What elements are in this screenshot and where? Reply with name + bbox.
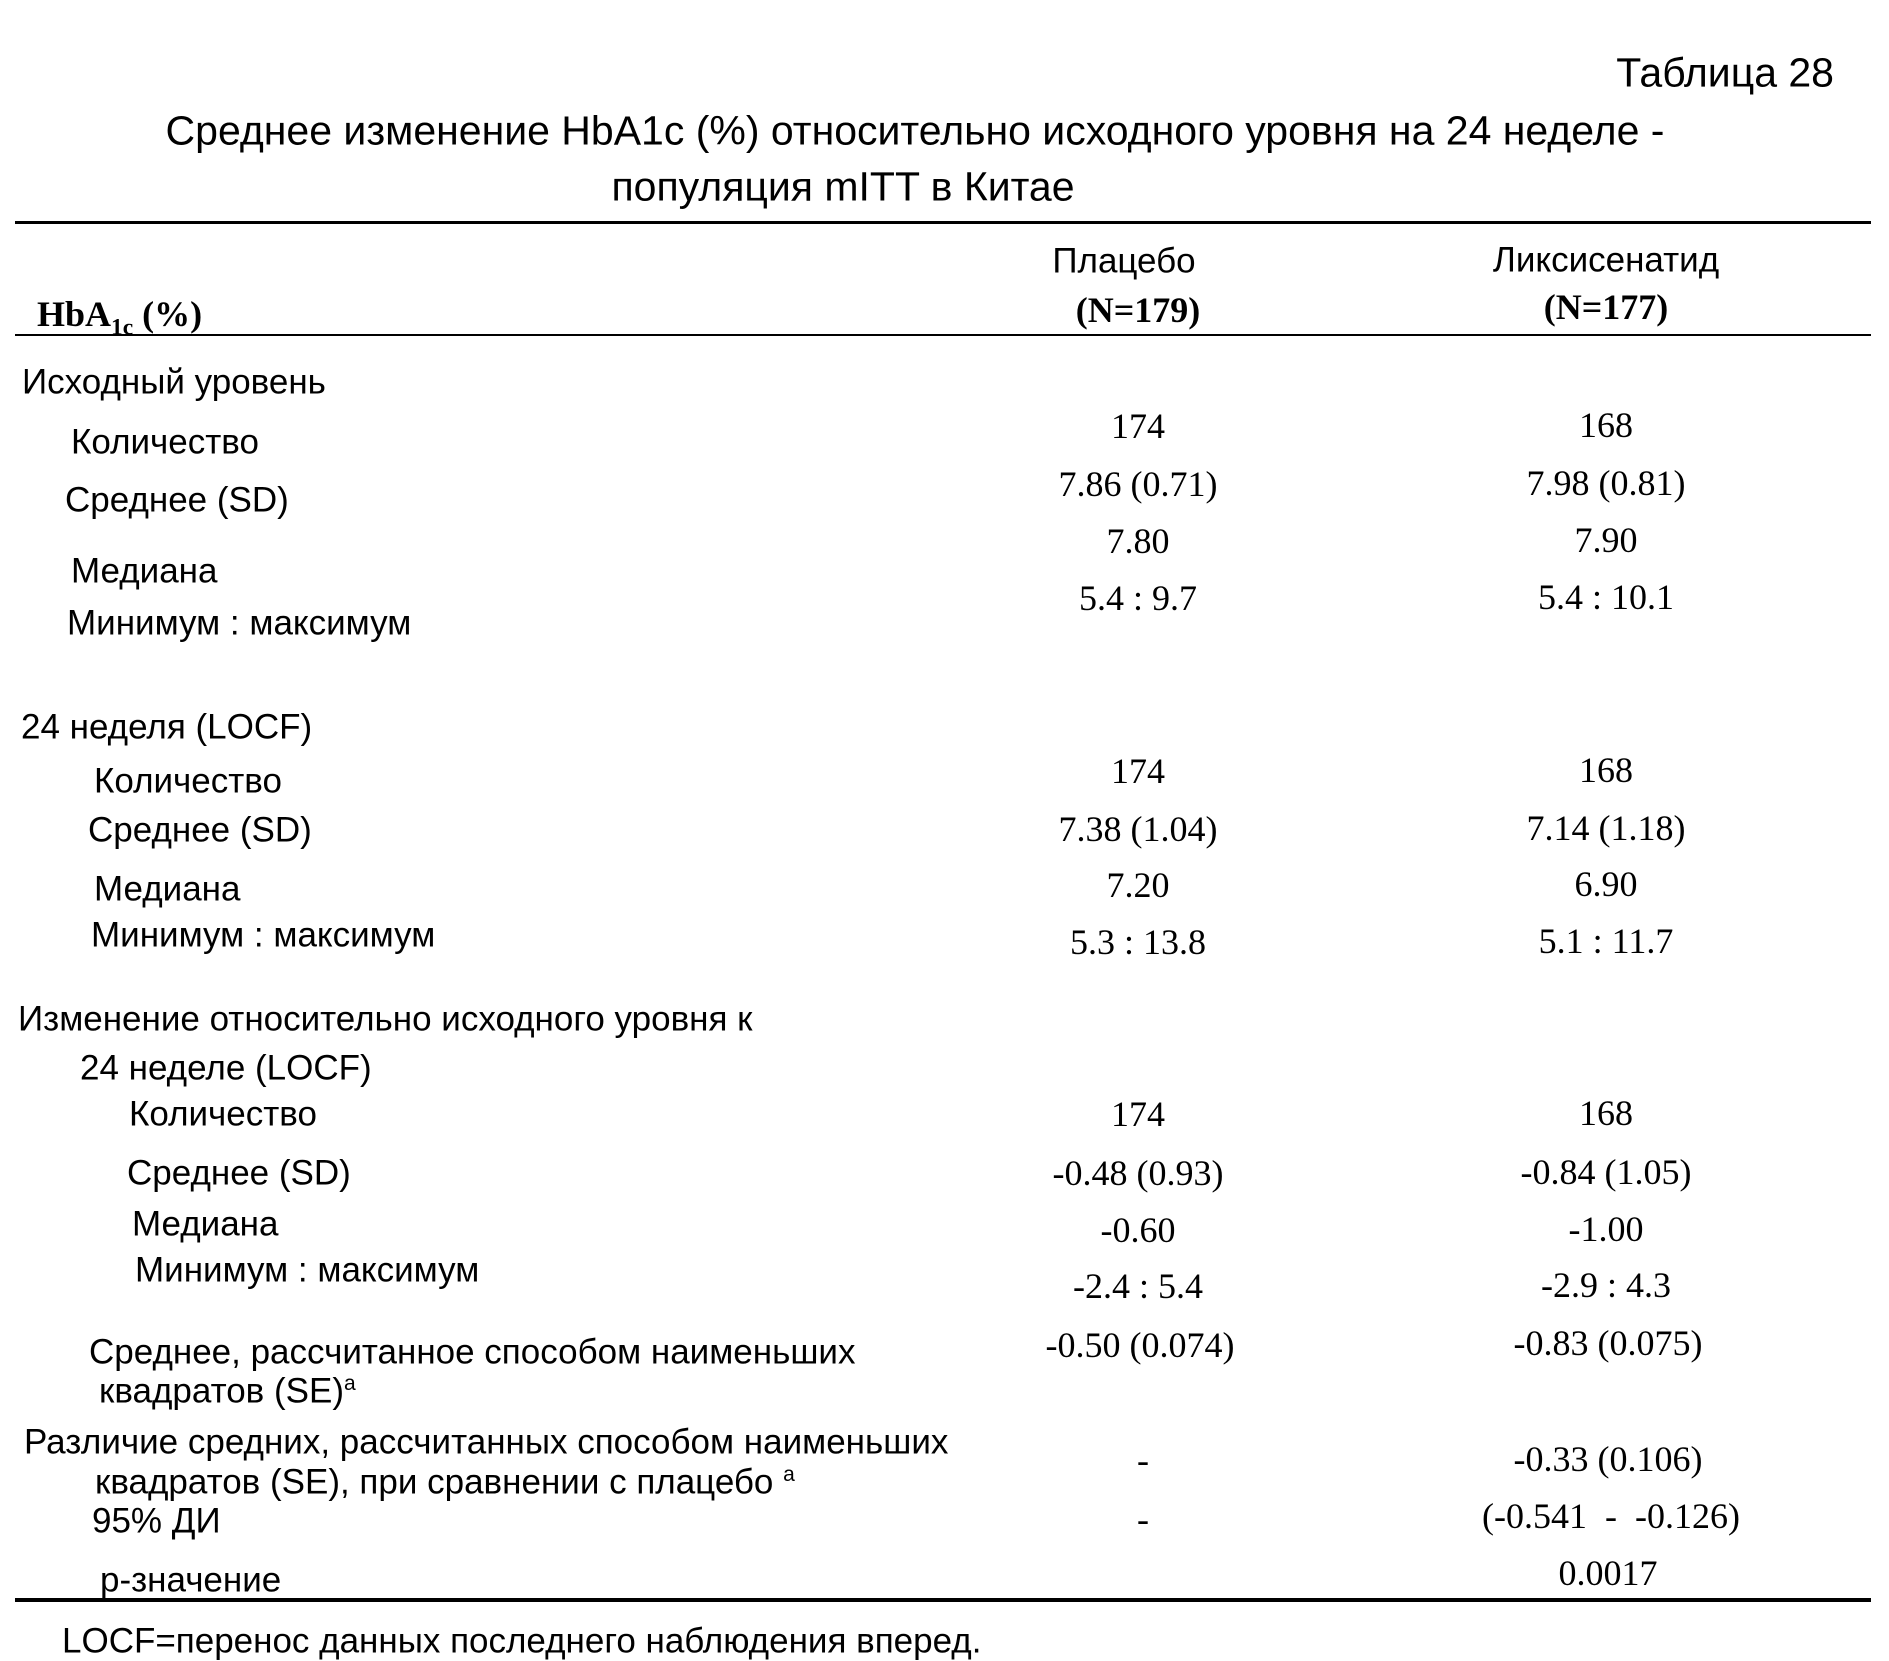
cell-lixi: 7.98 (0.81) <box>1527 465 1686 501</box>
section-title-baseline: Исходный уровень <box>22 365 326 400</box>
cell-placebo: 5.4 : 9.7 <box>1079 580 1197 616</box>
header-placebo: Плацебо <box>1052 244 1195 279</box>
table-title-line2: популяция mITT в Китае <box>611 167 1074 208</box>
cell-placebo: 174 <box>1111 1096 1165 1132</box>
row-label-ls-diff: Различие средних, рассчитанных способом наименьших <box>24 1425 948 1460</box>
header-lixisenatide-n: (N=177) <box>1544 289 1669 325</box>
section-title-change-line2: 24 неделе (LOCF) <box>80 1051 372 1086</box>
cell-lixi: 168 <box>1579 407 1633 443</box>
header-row-label: HbA1c (%) <box>37 296 202 340</box>
row-label: Медиана <box>94 872 240 907</box>
table-title-line1: Среднее изменение HbA1c (%) относительно исходного уровня на 24 неделе - <box>166 111 1665 152</box>
row-label-ls-diff-line2: квадратов (SE), при сравнении с плацебо a <box>95 1465 795 1500</box>
cell-placebo: 7.38 (1.04) <box>1059 811 1218 847</box>
row-label-p: р-значение <box>100 1563 281 1598</box>
header-lixisenatide: Ликсисенатид <box>1493 243 1719 278</box>
cell-lixi: 168 <box>1579 752 1633 788</box>
cell-placebo: 7.80 <box>1107 523 1170 559</box>
cell-placebo: 5.3 : 13.8 <box>1070 924 1206 960</box>
cell-lixi: -1.00 <box>1569 1211 1644 1247</box>
cell-placebo: 7.86 (0.71) <box>1059 466 1218 502</box>
cell-lixi: (-0.541 - -0.126) <box>1482 1498 1740 1534</box>
cell-placebo: -2.4 : 5.4 <box>1073 1268 1203 1304</box>
row-label: Медиана <box>132 1207 278 1242</box>
row-label-ci: 95% ДИ <box>92 1504 221 1539</box>
header-rule <box>15 334 1871 336</box>
cell-placebo: 174 <box>1111 753 1165 789</box>
section-title-change: Изменение относительно исходного уровня к <box>18 1002 753 1037</box>
cell-lixi: 5.1 : 11.7 <box>1539 923 1674 959</box>
cell-placebo: -0.50 (0.074) <box>1046 1327 1235 1363</box>
cell-placebo: 7.20 <box>1107 867 1170 903</box>
cell-placebo: - <box>1137 1501 1149 1537</box>
row-label-ls-mean: Среднее, рассчитанное способом наименьших <box>89 1335 855 1370</box>
top-rule <box>15 221 1871 224</box>
cell-placebo: - <box>1137 1442 1149 1478</box>
cell-placebo: 174 <box>1111 408 1165 444</box>
row-label: Среднее (SD) <box>65 483 289 518</box>
bottom-rule <box>15 1598 1871 1602</box>
cell-lixi: 6.90 <box>1575 866 1638 902</box>
cell-lixi: 0.0017 <box>1559 1555 1658 1591</box>
cell-lixi: 5.4 : 10.1 <box>1538 579 1674 615</box>
row-label: Количество <box>129 1097 317 1132</box>
row-label: Медиана <box>71 554 217 589</box>
cell-lixi: 168 <box>1579 1095 1633 1131</box>
cell-lixi: -2.9 : 4.3 <box>1541 1267 1671 1303</box>
row-label: Среднее (SD) <box>127 1156 351 1191</box>
table-number: Таблица 28 <box>1616 53 1834 94</box>
row-label: Количество <box>71 425 259 460</box>
section-title-week24: 24 неделя (LOCF) <box>21 710 312 745</box>
row-label: Минимум : максимум <box>91 918 435 953</box>
row-label: Минимум : максимум <box>67 606 411 641</box>
row-label-ls-mean-line2: квадратов (SE)a <box>99 1374 356 1409</box>
cell-lixi: -0.33 (0.106) <box>1514 1441 1703 1477</box>
cell-lixi: 7.14 (1.18) <box>1527 810 1686 846</box>
footnote: LOCF=перенос данных последнего наблюдения вперед. <box>62 1624 981 1659</box>
row-label: Количество <box>94 764 282 799</box>
cell-lixi: 7.90 <box>1575 522 1638 558</box>
row-label: Среднее (SD) <box>88 813 312 848</box>
row-label: Минимум : максимум <box>135 1253 479 1288</box>
cell-lixi: -0.84 (1.05) <box>1521 1154 1692 1190</box>
cell-placebo: -0.48 (0.93) <box>1053 1155 1224 1191</box>
header-placebo-n: (N=179) <box>1076 292 1201 328</box>
cell-lixi: -0.83 (0.075) <box>1514 1325 1703 1361</box>
cell-placebo: -0.60 <box>1101 1212 1176 1248</box>
